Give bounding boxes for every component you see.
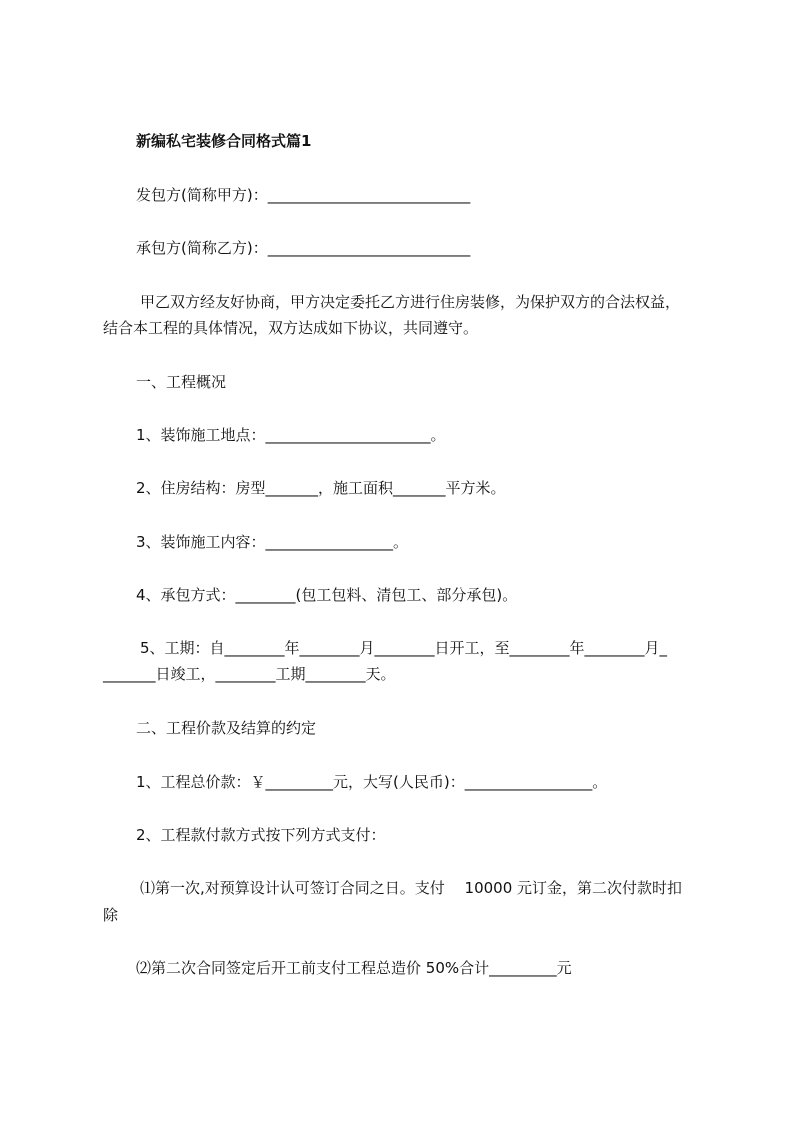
- section1-heading: 一、工程概况: [136, 373, 227, 391]
- party-b-line: 承包方(简称乙方)：___________________________: [136, 239, 471, 257]
- item-2-2-2: ⑵第二次合同签定后开工前支付工程总造价 50%合计_________元: [136, 959, 572, 977]
- section2-heading: 二、工程价款及结算的约定: [136, 719, 317, 737]
- document-title: 新编私宅装修合同格式篇1: [136, 132, 312, 150]
- item-1-5-line2: _______日竣工，________工期________天。: [103, 665, 396, 683]
- intro-paragraph-line1: 甲乙双方经友好协商，甲方决定委托乙方进行住房装修，为保护双方的合法权益，: [140, 293, 681, 311]
- item-2-2-1-line2: 除: [103, 906, 119, 924]
- intro-paragraph-line2: 结合本工程的具体情况，双方达成如下协议，共同遵守。: [103, 319, 479, 337]
- item-2-1: 1、工程总价款：￥_________元，大写(人民币)：_________________。: [136, 773, 608, 791]
- item-1-2: 2、住房结构：房型_______，施工面积_______平方米。: [136, 479, 506, 497]
- item-2-2: 2、工程款付款方式按下列方式支付：: [136, 826, 386, 844]
- item-1-4: 4、承包方式：________(包工包料、清包工、部分承包)。: [136, 586, 518, 604]
- item-1-1: 1、装饰施工地点：______________________。: [136, 426, 446, 444]
- party-a-line: 发包方(简称甲方)：___________________________: [136, 186, 471, 204]
- item-1-5-line1: 5、工期：自________年________月________日开工，至________年________月_: [140, 639, 668, 657]
- item-1-3: 3、装饰施工内容：_________________。: [136, 533, 409, 551]
- item-2-2-1-line1: ⑴第一次,对预算设计认可签订合同之日。支付 10000 元订金，第二次付款时扣: [140, 879, 683, 897]
